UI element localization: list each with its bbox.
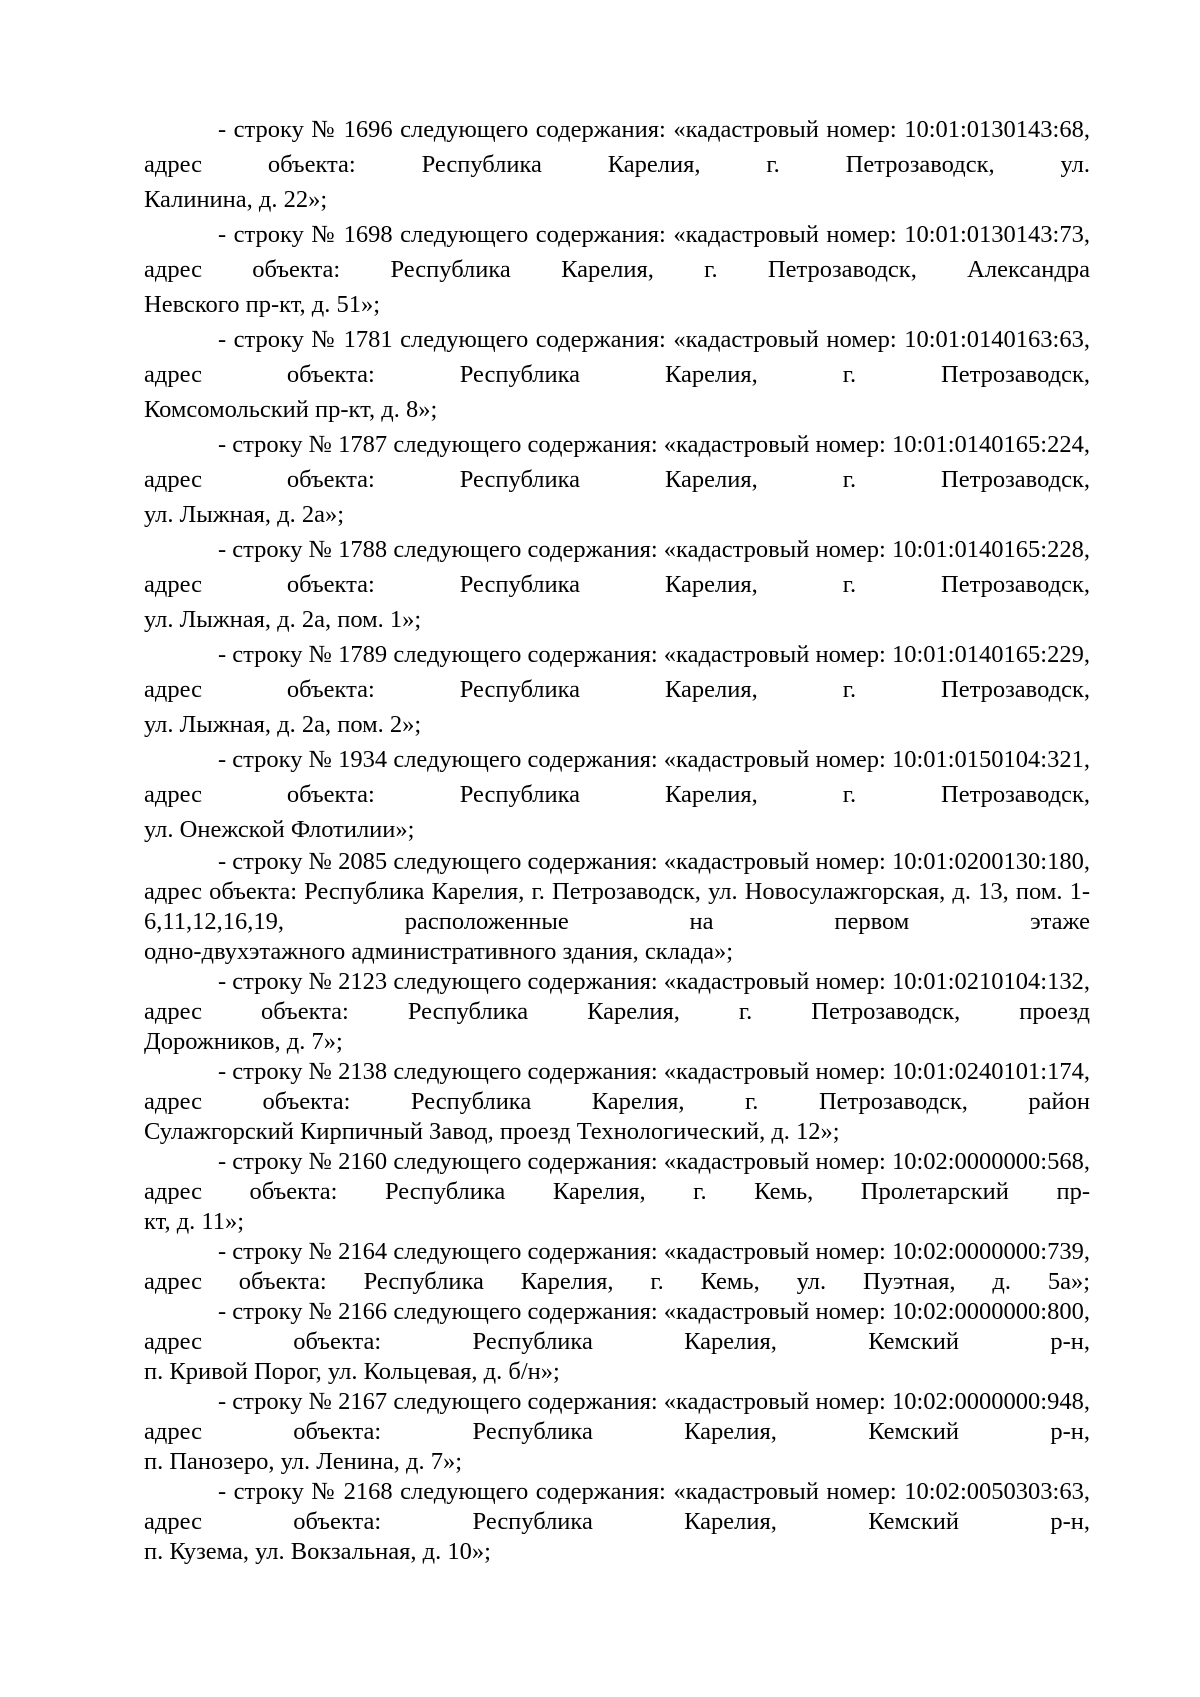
item-text: - строку № 1696 следующего содержания: «кадастровый номер: 10:01:0130143:68, адрес объекта: Республика Карелия, г. Петрозаводск, ул. xyxy=(144,116,1090,178)
list-item xyxy=(144,217,1090,322)
item-continuation: п. Кузема, ул. Вокзальная, д. 10»; xyxy=(144,1538,491,1565)
document-page xyxy=(144,112,1090,1567)
item-text: - строку № 2160 следующего содержания: «кадастровый номер: 10:02:0000000:568, адрес объекта: Республика Карелия, г. Кемь, Пролетарский пр- xyxy=(144,1148,1090,1205)
item-text: - строку № 2138 следующего содержания: «кадастровый номер: 10:01:0240101:174, адрес объекта: Республика Карелия, г. Петрозаводск, район xyxy=(144,1058,1090,1115)
item-continuation: Сулажгорский Кирпичный Завод, проезд Технологический, д. 12»; xyxy=(144,1118,840,1145)
item-continuation: Дорожников, д. 7»; xyxy=(144,1028,343,1055)
list-item xyxy=(144,742,1090,847)
list-item xyxy=(144,967,1090,1057)
item-text: - строку № 1787 следующего содержания: «кадастровый номер: 10:01:0140165:224, адрес объекта: Республика Карелия, г. Петрозаводск, xyxy=(144,431,1090,493)
item-continuation: Калинина, д. 22»; xyxy=(144,186,328,213)
list-item xyxy=(144,1387,1090,1477)
list-item xyxy=(144,112,1090,217)
item-continuation: п. Кривой Порог, ул. Кольцевая, д. б/н»; xyxy=(144,1358,560,1385)
item-continuation: ул. Лыжная, д. 2а»; xyxy=(144,501,345,528)
item-text: - строку № 1698 следующего содержания: «кадастровый номер: 10:01:0130143:73, адрес объекта: Республика Карелия, г. Петрозаводск, Александра xyxy=(144,221,1090,283)
item-text: - строку № 2166 следующего содержания: «кадастровый номер: 10:02:0000000:800, адрес объекта: Республика Карелия, Кемский р-н, xyxy=(144,1298,1090,1355)
list-item xyxy=(144,427,1090,532)
item-text: - строку № 1789 следующего содержания: «кадастровый номер: 10:01:0140165:229, адрес объекта: Республика Карелия, г. Петрозаводск, xyxy=(144,641,1090,703)
list-item xyxy=(144,847,1090,967)
list-item xyxy=(144,322,1090,427)
item-text: - строку № 1788 следующего содержания: «кадастровый номер: 10:01:0140165:228, адрес объекта: Республика Карелия, г. Петрозаводск, xyxy=(144,536,1090,598)
item-continuation: ул. Онежской Флотилии»; xyxy=(144,816,415,843)
item-text: - строку № 2168 следующего содержания: «кадастровый номер: 10:02:0050303:63, адрес объекта: Республика Карелия, Кемский р-н, xyxy=(144,1478,1090,1535)
item-continuation: Невского пр-кт, д. 51»; xyxy=(144,291,381,318)
item-continuation: ул. Лыжная, д. 2а, пом. 1»; xyxy=(144,606,422,633)
document-body-tight xyxy=(144,847,1090,1567)
item-text: - строку № 1781 следующего содержания: «кадастровый номер: 10:01:0140163:63, адрес объекта: Республика Карелия, г. Петрозаводск, xyxy=(144,326,1090,388)
item-text: - строку № 2085 следующего содержания: «кадастровый номер: 10:01:0200130:180, адрес объекта: Республика Карелия, г. Петрозаводск, ул. Новосулажгорская, д. 13, пом. 1-6,11,12,16,19, расположенные на первом этаже xyxy=(144,848,1090,935)
list-item xyxy=(144,1477,1090,1567)
item-text: - строку № 1934 следующего содержания: «кадастровый номер: 10:01:0150104:321, адрес объекта: Республика Карелия, г. Петрозаводск, xyxy=(144,746,1090,808)
item-text: - строку № 2164 следующего содержания: «кадастровый номер: 10:02:0000000:739, адрес объекта: Республика Карелия, г. Кемь, ул. Пуэтная, д. 5а»; xyxy=(144,1238,1090,1295)
list-item xyxy=(144,637,1090,742)
list-item xyxy=(144,1147,1090,1237)
list-item xyxy=(144,1237,1090,1297)
item-continuation: ул. Лыжная, д. 2а, пом. 2»; xyxy=(144,711,422,738)
item-continuation: кт, д. 11»; xyxy=(144,1208,245,1235)
list-item xyxy=(144,1297,1090,1387)
item-continuation: одно-двухэтажного административного здания, склада»; xyxy=(144,938,734,965)
item-text: - строку № 2123 следующего содержания: «кадастровый номер: 10:01:0210104:132, адрес объекта: Республика Карелия, г. Петрозаводск, проезд xyxy=(144,968,1090,1025)
list-item xyxy=(144,1057,1090,1147)
item-continuation: п. Панозеро, ул. Ленина, д. 7»; xyxy=(144,1448,463,1475)
list-item xyxy=(144,532,1090,637)
item-continuation: Комсомольский пр-кт, д. 8»; xyxy=(144,396,438,423)
item-text: - строку № 2167 следующего содержания: «кадастровый номер: 10:02:0000000:948, адрес объекта: Республика Карелия, Кемский р-н, xyxy=(144,1388,1090,1445)
